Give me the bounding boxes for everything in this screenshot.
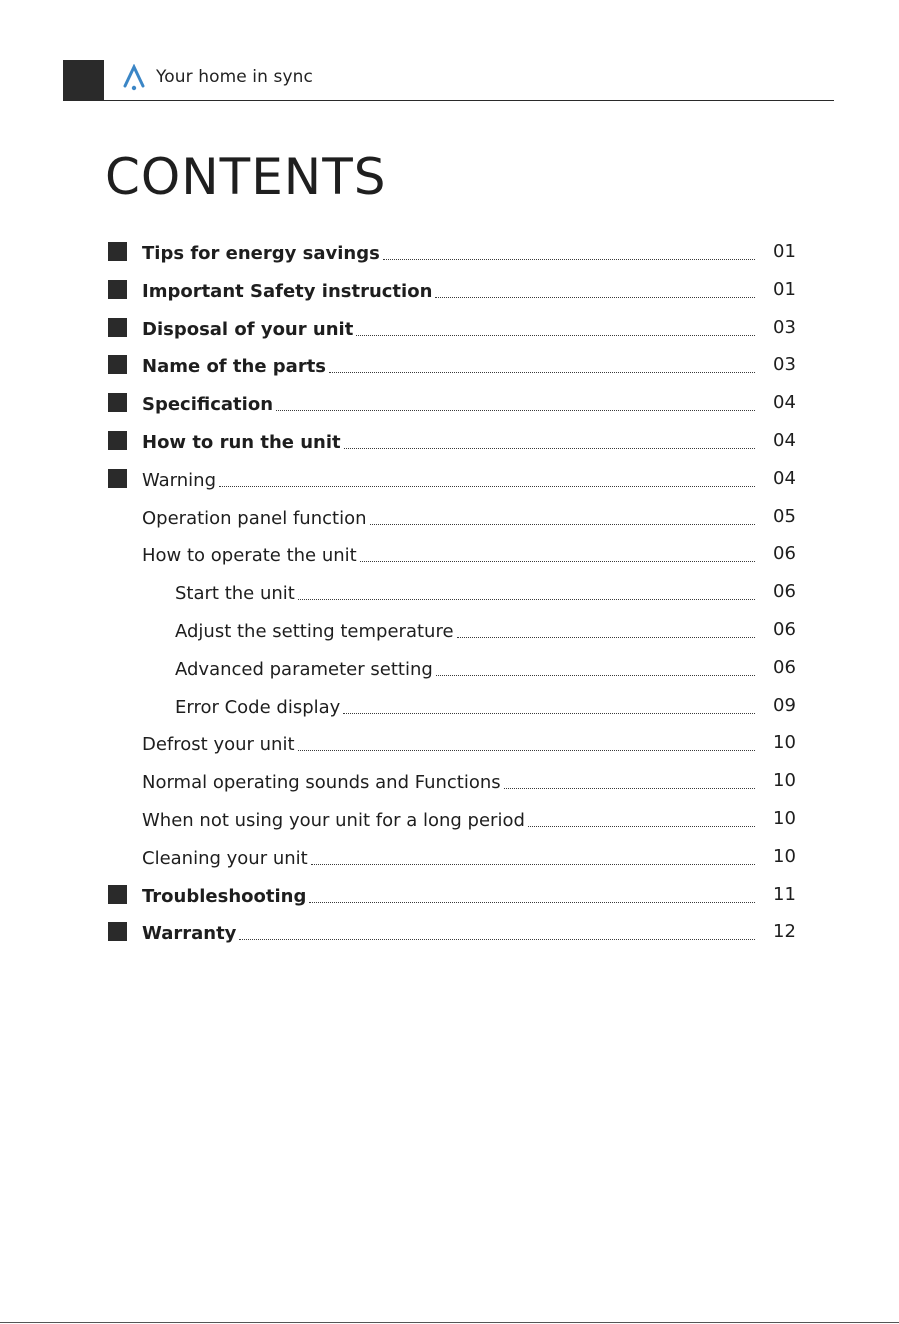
toc-dot-leader — [343, 713, 755, 714]
toc-entry[interactable] — [0, 308, 899, 346]
toc-entry-label: Important Safety instruction — [142, 280, 433, 302]
toc-entry[interactable] — [0, 761, 899, 799]
header-divider — [63, 100, 834, 101]
toc-page-number: 05 — [773, 505, 796, 527]
toc-entry-label: Start the unit — [175, 583, 295, 605]
toc-page-number: 06 — [773, 543, 796, 565]
toc-entry-label: How to run the unit — [142, 431, 341, 453]
toc-page-number: 12 — [773, 921, 796, 943]
tagline: Your home in sync — [156, 67, 313, 87]
toc-entry[interactable] — [0, 383, 899, 421]
toc-page-number: 04 — [773, 467, 796, 489]
toc-page-number: 11 — [773, 883, 796, 905]
toc-dot-leader — [436, 675, 755, 676]
corner-block — [63, 60, 104, 101]
toc-entry-label: Advanced parameter setting — [175, 658, 433, 680]
toc-entry[interactable] — [0, 875, 899, 913]
toc-bullet-square — [108, 885, 127, 904]
toc-dot-leader — [383, 259, 755, 260]
toc-bullet-square — [108, 393, 127, 412]
toc-page-number: 06 — [773, 618, 796, 640]
toc-page-number: 03 — [773, 354, 796, 376]
toc-dot-leader — [276, 410, 755, 411]
toc-entry[interactable] — [0, 459, 899, 497]
toc-entry[interactable] — [0, 912, 899, 950]
toc-entry[interactable] — [0, 270, 899, 308]
toc-entry-label: Normal operating sounds and Functions — [142, 772, 501, 794]
toc-entry[interactable] — [0, 648, 899, 686]
toc-bullet-square — [108, 242, 127, 261]
toc-entry[interactable] — [0, 610, 899, 648]
toc-bullet-square — [108, 469, 127, 488]
toc-page-number: 06 — [773, 656, 796, 678]
toc-dot-leader — [329, 372, 755, 373]
toc-dot-leader — [360, 561, 755, 562]
toc-page-number: 09 — [773, 694, 796, 716]
toc-page-number: 06 — [773, 581, 796, 603]
toc-bullet-square — [108, 355, 127, 374]
toc-entry-label: Warranty — [142, 923, 237, 945]
toc-entry[interactable] — [0, 572, 899, 610]
toc-bullet-square — [108, 431, 127, 450]
toc-entry-label: Tips for energy savings — [142, 243, 380, 264]
toc-dot-leader — [239, 939, 755, 940]
stylized-a-logo-icon — [122, 64, 146, 91]
toc-dot-leader — [298, 599, 755, 600]
toc-bullet-square — [108, 318, 127, 337]
toc-entry-label: When not using your unit for a long period — [142, 809, 525, 831]
toc-bullet-square — [108, 922, 127, 941]
toc-dot-leader — [298, 750, 755, 751]
toc-entry-label: Specification — [142, 394, 274, 416]
toc-page-number: 04 — [773, 429, 796, 451]
page-bottom-edge — [0, 1322, 899, 1323]
toc-entry-label: How to operate the unit — [142, 545, 357, 567]
toc-entry-label: Error Code display — [175, 696, 341, 718]
toc-entry[interactable] — [0, 534, 899, 572]
toc-dot-leader — [504, 788, 755, 789]
toc-entry[interactable] — [0, 723, 899, 761]
toc-dot-leader — [370, 524, 756, 525]
toc-page-number: 01 — [773, 278, 796, 300]
table-of-contents — [0, 232, 899, 950]
toc-entry[interactable] — [0, 837, 899, 875]
toc-entry-label: Cleaning your unit — [142, 847, 308, 869]
toc-page-number: 10 — [773, 770, 796, 792]
toc-dot-leader — [528, 826, 755, 827]
toc-dot-leader — [457, 637, 755, 638]
toc-dot-leader — [356, 335, 755, 336]
toc-bullet-square — [108, 280, 127, 299]
toc-page-number: 10 — [773, 732, 796, 754]
toc-entry-label: Name of the parts — [142, 356, 327, 378]
toc-entry[interactable] — [0, 345, 899, 383]
toc-dot-leader — [344, 448, 755, 449]
toc-page-number: 10 — [773, 845, 796, 867]
toc-entry[interactable] — [0, 686, 899, 724]
toc-page-number: 03 — [773, 316, 796, 338]
toc-page-number: 01 — [773, 241, 796, 262]
toc-dot-leader — [219, 486, 755, 487]
toc-page-number: 10 — [773, 807, 796, 829]
toc-entry-label: Adjust the setting temperature — [175, 620, 454, 642]
toc-entry-label: Operation panel function — [142, 507, 367, 529]
toc-entry-label: Defrost your unit — [142, 734, 295, 756]
toc-entry[interactable] — [0, 232, 899, 270]
toc-page-number: 04 — [773, 392, 796, 414]
toc-entry-label: Troubleshooting — [142, 885, 307, 907]
toc-dot-leader — [311, 864, 755, 865]
toc-entry-label: Warning — [142, 469, 217, 491]
toc-dot-leader — [309, 902, 755, 903]
toc-entry[interactable] — [0, 799, 899, 837]
toc-entry[interactable] — [0, 497, 899, 535]
toc-entry-label: Disposal of your unit — [142, 318, 354, 340]
toc-entry[interactable] — [0, 421, 899, 459]
toc-dot-leader — [435, 297, 755, 298]
page-title: CONTENTS — [105, 148, 387, 206]
